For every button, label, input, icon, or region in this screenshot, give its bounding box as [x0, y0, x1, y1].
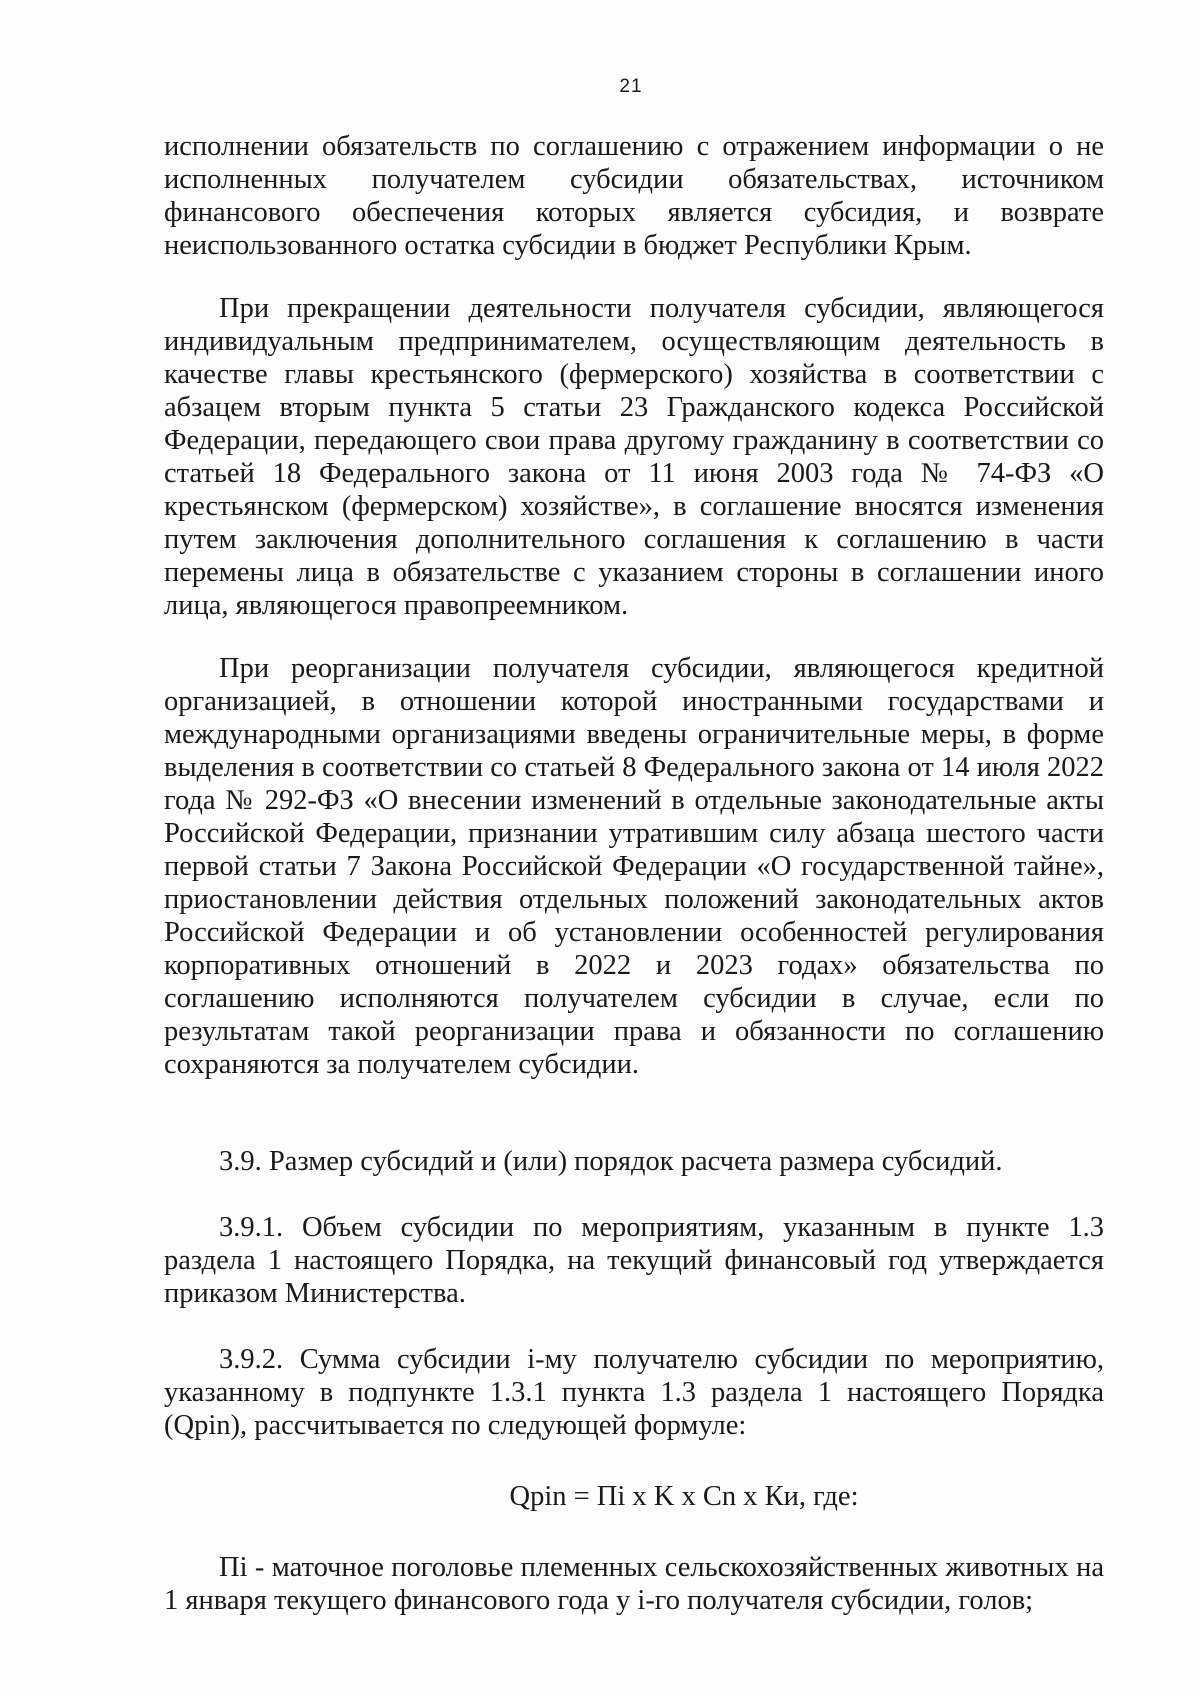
paragraph-farm-termination: При прекращении деятельности получателя субсидии, являющегося индивидуальным предпринимателем, осуществляющим деятельность в качестве главы крестьянского (фермерского) хозяйства в соответствии с абзацем вторым пункта 5 статьи 23 Гражданского кодекса Российской Федерации, передающего свои права другому гражданину в соответствии со статьей 18 Федерального закона от 11 июня 2003 года № 74-ФЗ «О крестьянском (фермерском) хозяйстве», в соглашение вносятся изменения путем заключения дополнительного соглашения к соглашению в части перемены лица в обязательстве с указанием стороны в соглашении иного лица, являющегося правопреемником.	[164, 293, 1104, 621]
paragraph-3-9-2: 3.9.2. Сумма субсидии i-му получателю субсидии по мероприятию, указанному в подпункте 1.3.1 пункта 1.3 раздела 1 настоящего Порядка (Qpin), рассчитывается по следующей формуле:	[164, 1344, 1104, 1441]
document-body	[164, 130, 1104, 1617]
page-number: 21	[619, 76, 643, 97]
section-heading-3-9: 3.9. Размер субсидий и (или) порядок расчета размера субсидий.	[219, 1146, 1003, 1177]
paragraph-3-9-1: 3.9.1. Объем субсидии по мероприятиям, указанным в пункте 1.3 раздела 1 настоящего Порядка, на текущий финансовый год утверждается приказом Министерства.	[164, 1212, 1104, 1309]
paragraph-reorganization: При реорганизации получателя субсидии, являющегося кредитной организацией, в отношении которой иностранными государствами и международными организациями введены ограничительные меры, в форме выделения в соответствии со статьей 8 Федерального закона от 14 июля 2022 года № 292-ФЗ «О внесении изменений в отдельные законодательные акты Российской Федерации, признании утратившим силу абзаца шестого части первой статьи 7 Закона Российской Федерации «О государственной тайне», приостановлении действия отдельных положений законодательных актов Российской Федерации и об установлении особенностей регулирования корпоративных отношений в 2022 и 2023 годах» обязательства по соглашению исполняются получателем субсидии в случае, если по результатам такой реорганизации права и обязанности по соглашению сохраняются за получателем субсидии.	[164, 653, 1104, 1080]
paragraph-continuation: исполнении обязательств по соглашению с отражением информации о не исполненных получателем субсидии обязательствах, источником финансового обеспечения которых является субсидия, и возврате неиспользованного остатка субсидии в бюджет Республики Крым.	[164, 131, 1104, 261]
paragraph-definition-pi: Пi - маточное поголовье племенных сельскохозяйственных животных на 1 января текущего финансового года у i-го получателя субсидии, голов;	[164, 1552, 1104, 1616]
formula: Qpin = Пi x K x Cn x Ки, где:	[509, 1481, 859, 1512]
